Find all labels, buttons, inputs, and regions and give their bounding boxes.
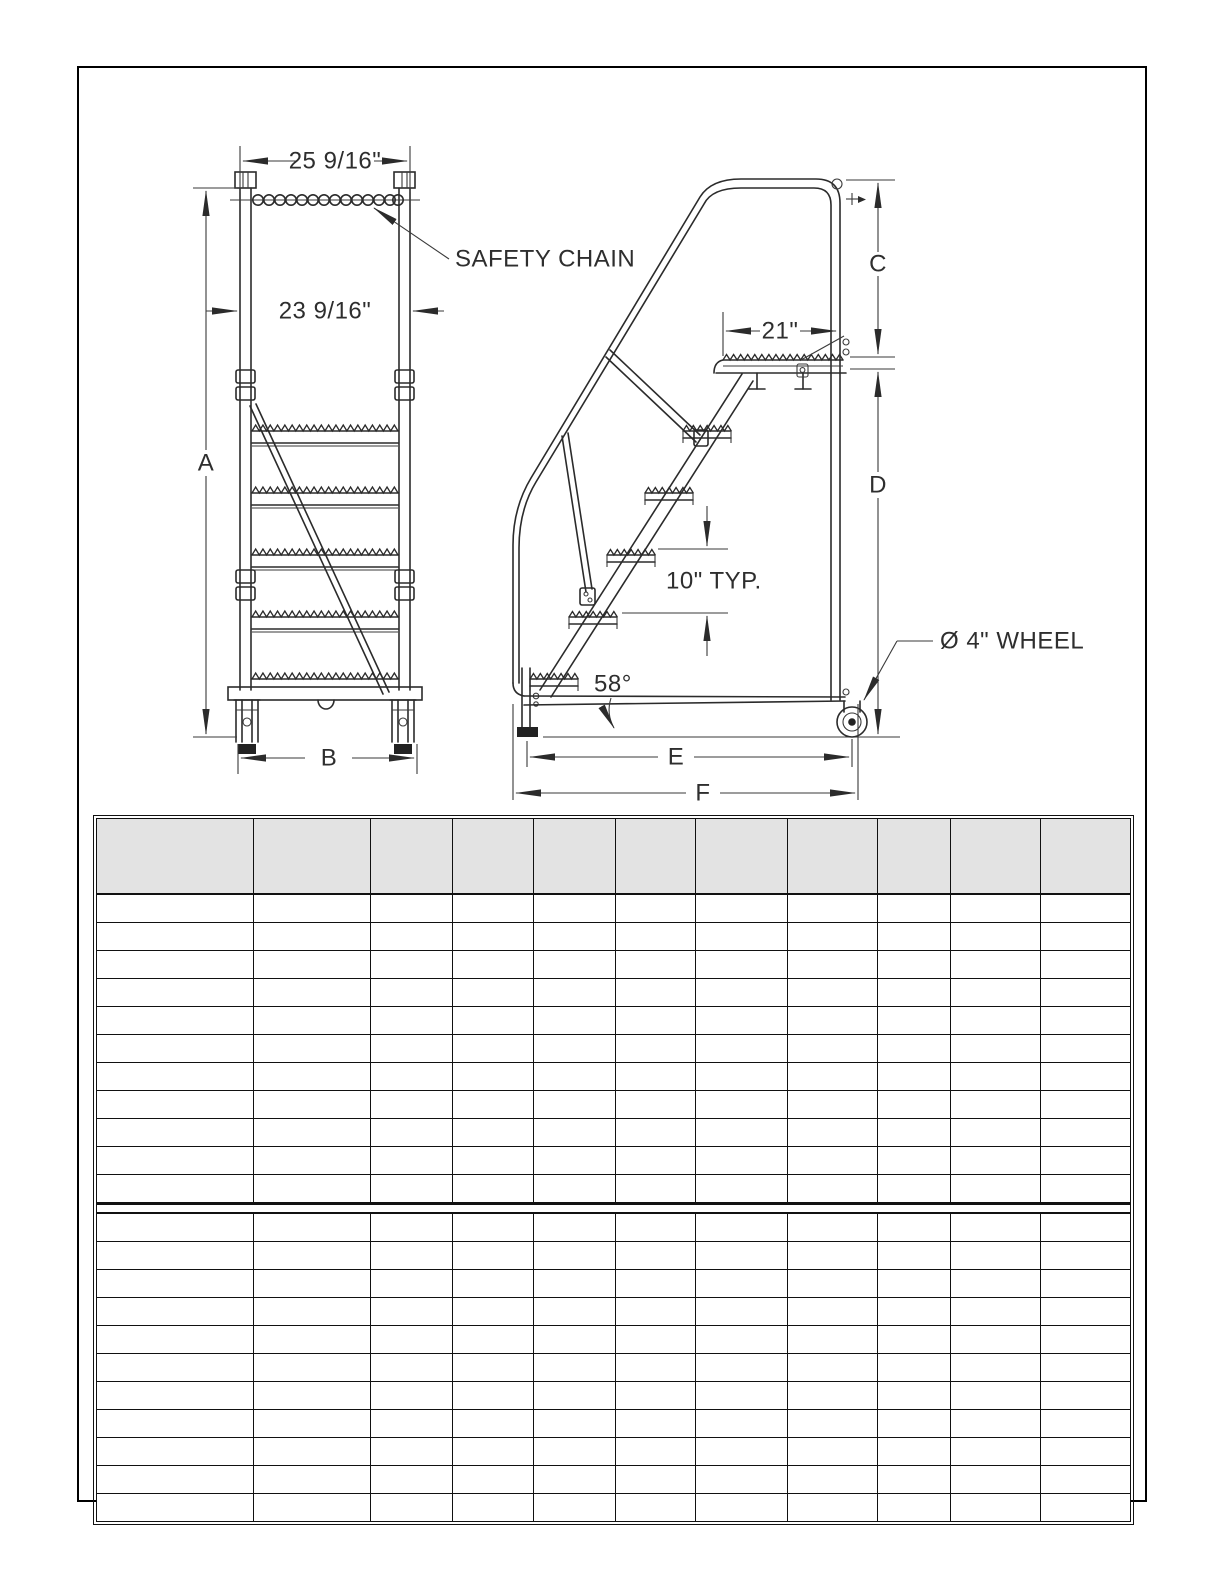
table-cell xyxy=(1041,1438,1130,1465)
table-cell xyxy=(1041,1119,1130,1146)
table-cell xyxy=(453,1326,534,1353)
table-cell xyxy=(453,1035,534,1062)
table-cell xyxy=(254,1382,371,1409)
table-cell xyxy=(878,1298,951,1325)
table-row xyxy=(97,1410,1130,1438)
table-cell xyxy=(616,1494,696,1521)
table-cell xyxy=(254,895,371,922)
dim-inner-width-label: 23 9/16" xyxy=(278,297,372,325)
table-cell xyxy=(254,1091,371,1118)
table-cell xyxy=(878,1214,951,1241)
table-cell xyxy=(97,1242,254,1269)
table-cell xyxy=(534,923,616,950)
dim-c-label: C xyxy=(869,250,887,278)
table-cell xyxy=(1041,1242,1130,1269)
table-cell xyxy=(696,1466,788,1493)
table-cell xyxy=(371,1354,453,1381)
table-cell xyxy=(616,1007,696,1034)
table-cell xyxy=(878,979,951,1006)
table-cell xyxy=(534,1466,616,1493)
table-cell xyxy=(453,951,534,978)
table-cell xyxy=(534,951,616,978)
table-cell xyxy=(616,1035,696,1062)
table-cell xyxy=(534,1410,616,1437)
table-cell xyxy=(254,923,371,950)
table-cell xyxy=(951,979,1041,1006)
table-cell xyxy=(371,951,453,978)
table-cell xyxy=(97,1354,254,1381)
table-cell xyxy=(878,1438,951,1465)
table-cell xyxy=(788,1035,878,1062)
table-cell xyxy=(254,1410,371,1437)
table-cell xyxy=(616,1354,696,1381)
table-cell xyxy=(97,1382,254,1409)
table-header-cell xyxy=(1041,819,1130,893)
table-cell xyxy=(788,1494,878,1521)
table-cell xyxy=(534,1354,616,1381)
table-cell xyxy=(878,1091,951,1118)
table-row xyxy=(97,1214,1130,1242)
table-cell xyxy=(371,1298,453,1325)
dim-b-label: B xyxy=(320,744,338,772)
table-cell xyxy=(696,1410,788,1437)
table-cell xyxy=(951,1298,1041,1325)
table-cell xyxy=(1041,1326,1130,1353)
table-header-cell xyxy=(254,819,371,893)
table-cell xyxy=(453,1214,534,1241)
table-cell xyxy=(878,1326,951,1353)
table-cell xyxy=(1041,1298,1130,1325)
table-cell xyxy=(534,1270,616,1297)
table-cell xyxy=(534,1007,616,1034)
dim-d-label: D xyxy=(869,471,887,499)
table-cell xyxy=(951,951,1041,978)
table-cell xyxy=(616,1298,696,1325)
table-cell xyxy=(534,1214,616,1241)
table-cell xyxy=(254,1438,371,1465)
table-cell xyxy=(788,895,878,922)
table-cell xyxy=(254,951,371,978)
table-cell xyxy=(371,1270,453,1297)
dim-step-spacing-label: 10" TYP. xyxy=(666,567,762,595)
table-cell xyxy=(616,1119,696,1146)
side-view-drawing xyxy=(513,179,1084,807)
table-cell xyxy=(878,1119,951,1146)
table-cell xyxy=(788,1007,878,1034)
table-cell xyxy=(97,1063,254,1090)
table-cell xyxy=(453,1091,534,1118)
table-cell xyxy=(696,1007,788,1034)
table-cell xyxy=(534,1326,616,1353)
table-cell xyxy=(534,979,616,1006)
table-row xyxy=(97,1147,1130,1175)
table-cell xyxy=(696,1063,788,1090)
table-cell xyxy=(951,1242,1041,1269)
table-cell xyxy=(696,1214,788,1241)
table-header-cell xyxy=(616,819,696,893)
table-row xyxy=(97,951,1130,979)
table-cell xyxy=(534,1494,616,1521)
rail-collars xyxy=(236,370,414,600)
table-cell xyxy=(1041,979,1130,1006)
table-cell xyxy=(788,1326,878,1353)
table-cell xyxy=(97,1494,254,1521)
table-cell xyxy=(371,979,453,1006)
dim-a-label: A xyxy=(197,449,215,477)
table-cell xyxy=(1041,951,1130,978)
table-header-cell xyxy=(453,819,534,893)
table-cell xyxy=(534,1147,616,1174)
slope-angle-label: 58° xyxy=(594,670,632,698)
table-cell xyxy=(534,1382,616,1409)
table-cell xyxy=(788,1466,878,1493)
table-cell xyxy=(371,1438,453,1465)
table-cell xyxy=(453,979,534,1006)
spec-table xyxy=(96,818,1131,1522)
table-header-cell xyxy=(696,819,788,893)
table-cell xyxy=(254,1326,371,1353)
table-cell xyxy=(254,1175,371,1202)
table-cell xyxy=(1041,895,1130,922)
table-header-row xyxy=(97,819,1130,895)
table-cell xyxy=(696,1438,788,1465)
table-row xyxy=(97,979,1130,1007)
table-cell xyxy=(616,1214,696,1241)
table-cell xyxy=(453,1119,534,1146)
table-cell xyxy=(878,1175,951,1202)
side-treads xyxy=(530,426,731,692)
table-cell xyxy=(371,923,453,950)
table-cell xyxy=(97,923,254,950)
table-cell xyxy=(616,1438,696,1465)
table-cell xyxy=(788,1354,878,1381)
table-cell xyxy=(696,1242,788,1269)
table-cell xyxy=(696,923,788,950)
table-cell xyxy=(788,1147,878,1174)
table-cell xyxy=(878,1270,951,1297)
table-cell xyxy=(616,1466,696,1493)
table-cell xyxy=(254,1242,371,1269)
table-cell xyxy=(97,1147,254,1174)
table-cell xyxy=(453,1494,534,1521)
table-row xyxy=(97,1091,1130,1119)
table-cell xyxy=(534,1119,616,1146)
table-row xyxy=(97,1270,1130,1298)
table-cell xyxy=(453,1175,534,1202)
table-cell xyxy=(616,951,696,978)
table-cell xyxy=(97,1410,254,1437)
safety-chain-graphic xyxy=(230,195,420,205)
table-cell xyxy=(254,1063,371,1090)
table-cell xyxy=(97,1298,254,1325)
table-cell xyxy=(97,979,254,1006)
table-cell xyxy=(254,1466,371,1493)
table-row xyxy=(97,1119,1130,1147)
table-cell xyxy=(1041,1035,1130,1062)
table-row xyxy=(97,1438,1130,1466)
table-cell xyxy=(951,1214,1041,1241)
table-cell xyxy=(696,1382,788,1409)
table-cell xyxy=(788,1410,878,1437)
front-steps xyxy=(252,425,398,687)
table-cell xyxy=(616,1147,696,1174)
table-cell xyxy=(788,1119,878,1146)
table-cell xyxy=(878,1035,951,1062)
table-cell xyxy=(97,1270,254,1297)
table-cell xyxy=(371,1214,453,1241)
table-cell xyxy=(696,1175,788,1202)
table-cell xyxy=(453,1438,534,1465)
table-cell xyxy=(453,1354,534,1381)
table-cell xyxy=(696,1119,788,1146)
table-cell xyxy=(1041,1214,1130,1241)
table-cell xyxy=(788,1438,878,1465)
table-cell xyxy=(453,1466,534,1493)
table-cell xyxy=(97,895,254,922)
table-cell xyxy=(696,895,788,922)
table-cell xyxy=(788,1270,878,1297)
table-cell xyxy=(453,1147,534,1174)
table-cell xyxy=(951,1147,1041,1174)
table-header-cell xyxy=(951,819,1041,893)
table-cell xyxy=(453,895,534,922)
table-cell xyxy=(1041,1466,1130,1493)
table-cell xyxy=(696,1494,788,1521)
table-cell xyxy=(254,1270,371,1297)
table-cell xyxy=(951,1438,1041,1465)
table-cell xyxy=(371,1007,453,1034)
table-cell xyxy=(951,1035,1041,1062)
table-header-cell xyxy=(788,819,878,893)
table-cell xyxy=(616,1382,696,1409)
table-cell xyxy=(951,895,1041,922)
table-cell xyxy=(371,1494,453,1521)
table-cell xyxy=(453,923,534,950)
table-cell xyxy=(371,1466,453,1493)
table-cell xyxy=(878,1494,951,1521)
table-cell xyxy=(696,1091,788,1118)
table-cell xyxy=(97,1007,254,1034)
table-cell xyxy=(1041,1007,1130,1034)
table-cell xyxy=(788,1242,878,1269)
caster-right xyxy=(390,700,416,754)
table-cell xyxy=(696,1035,788,1062)
dim-top-width-label: 25 9/16" xyxy=(288,147,382,175)
table-cell xyxy=(371,1035,453,1062)
table-cell xyxy=(788,979,878,1006)
table-cell xyxy=(97,1119,254,1146)
table-row xyxy=(97,1326,1130,1354)
table-cell xyxy=(951,1175,1041,1202)
table-header-cell xyxy=(878,819,951,893)
table-cell xyxy=(254,1035,371,1062)
table-cell xyxy=(951,1326,1041,1353)
table-cell xyxy=(616,979,696,1006)
table-cell xyxy=(951,1119,1041,1146)
table-cell xyxy=(616,1175,696,1202)
table-cell xyxy=(696,1147,788,1174)
table-cell xyxy=(534,1091,616,1118)
table-cell xyxy=(453,1382,534,1409)
table-cell xyxy=(788,1382,878,1409)
table-cell xyxy=(616,923,696,950)
table-cell xyxy=(1041,1382,1130,1409)
table-cell xyxy=(696,951,788,978)
table-cell xyxy=(534,1438,616,1465)
table-cell xyxy=(951,1270,1041,1297)
table-cell xyxy=(254,1119,371,1146)
table-cell xyxy=(371,1147,453,1174)
table-cell xyxy=(371,1326,453,1353)
table-cell xyxy=(371,1091,453,1118)
table-cell xyxy=(97,1175,254,1202)
table-cell xyxy=(616,1091,696,1118)
table-cell xyxy=(616,1242,696,1269)
table-cell xyxy=(616,1270,696,1297)
table-cell xyxy=(878,1410,951,1437)
table-row xyxy=(97,923,1130,951)
table-row xyxy=(97,895,1130,923)
dim-e-label: E xyxy=(667,743,685,771)
table-header-cell xyxy=(534,819,616,893)
table-cell xyxy=(254,1147,371,1174)
table-cell xyxy=(878,1354,951,1381)
table-cell xyxy=(97,1214,254,1241)
table-cell xyxy=(453,1410,534,1437)
table-cell xyxy=(453,1063,534,1090)
table-cell xyxy=(951,1382,1041,1409)
table-cell xyxy=(696,1270,788,1297)
table-cell xyxy=(878,1063,951,1090)
table-row xyxy=(97,1298,1130,1326)
table-cell xyxy=(878,1147,951,1174)
table-cell xyxy=(371,1382,453,1409)
table-cell xyxy=(371,1063,453,1090)
table-cell xyxy=(788,1214,878,1241)
table-cell xyxy=(1041,1175,1130,1202)
wheel-label: Ø 4" WHEEL xyxy=(940,627,1085,655)
table-cell xyxy=(254,1007,371,1034)
table-cell xyxy=(1041,1147,1130,1174)
table-cell xyxy=(878,951,951,978)
table-cell xyxy=(371,895,453,922)
table-row xyxy=(97,1007,1130,1035)
table-cell xyxy=(696,1298,788,1325)
table-cell xyxy=(878,1382,951,1409)
table-row xyxy=(97,1494,1130,1521)
table-cell xyxy=(1041,1410,1130,1437)
table-cell xyxy=(371,1119,453,1146)
table-cell xyxy=(371,1242,453,1269)
table-cell xyxy=(97,1091,254,1118)
table-cell xyxy=(1041,1091,1130,1118)
table-cell xyxy=(534,1035,616,1062)
table-cell xyxy=(453,1270,534,1297)
table-cell xyxy=(1041,1063,1130,1090)
table-cell xyxy=(616,895,696,922)
table-cell xyxy=(616,1410,696,1437)
table-cell xyxy=(616,1063,696,1090)
table-cell xyxy=(878,1242,951,1269)
table-cell xyxy=(788,1298,878,1325)
table-cell xyxy=(534,1242,616,1269)
table-cell xyxy=(97,951,254,978)
table-cell xyxy=(951,1007,1041,1034)
table-row xyxy=(97,1175,1130,1203)
table-cell xyxy=(1041,1354,1130,1381)
table-row xyxy=(97,1035,1130,1063)
table-cell xyxy=(254,979,371,1006)
dim-platform-depth-label: 21" xyxy=(761,317,799,345)
table-cell xyxy=(534,1175,616,1202)
table-cell xyxy=(951,1063,1041,1090)
table-cell xyxy=(951,1091,1041,1118)
table-row xyxy=(97,1242,1130,1270)
table-cell xyxy=(951,1466,1041,1493)
table-row xyxy=(97,1382,1130,1410)
table-cell xyxy=(371,1410,453,1437)
table-header-cell xyxy=(371,819,453,893)
table-cell xyxy=(254,1298,371,1325)
table-cell xyxy=(951,1494,1041,1521)
table-cell xyxy=(616,1326,696,1353)
table-cell xyxy=(951,923,1041,950)
table-row xyxy=(97,1354,1130,1382)
table-cell xyxy=(951,1354,1041,1381)
table-cell xyxy=(97,1326,254,1353)
table-cell xyxy=(453,1298,534,1325)
table-cell xyxy=(951,1410,1041,1437)
table-cell xyxy=(878,923,951,950)
table-cell xyxy=(788,1091,878,1118)
table-section-divider xyxy=(97,1203,1130,1214)
table-cell xyxy=(254,1354,371,1381)
table-cell xyxy=(254,1494,371,1521)
table-cell xyxy=(878,895,951,922)
table-row xyxy=(97,1466,1130,1494)
table-cell xyxy=(254,1214,371,1241)
table-cell xyxy=(534,1063,616,1090)
table-cell xyxy=(696,1354,788,1381)
table-cell xyxy=(788,1063,878,1090)
table-cell xyxy=(1041,1494,1130,1521)
table-cell xyxy=(696,979,788,1006)
table-header-cell xyxy=(97,819,254,893)
table-cell xyxy=(788,923,878,950)
table-cell xyxy=(97,1035,254,1062)
table-cell xyxy=(1041,1270,1130,1297)
table-row xyxy=(97,1063,1130,1091)
table-cell xyxy=(878,1466,951,1493)
table-cell xyxy=(788,1175,878,1202)
table-cell xyxy=(1041,923,1130,950)
safety-chain-label: SAFETY CHAIN xyxy=(455,245,636,273)
table-cell xyxy=(534,895,616,922)
table-cell xyxy=(97,1438,254,1465)
table-cell xyxy=(97,1466,254,1493)
table-cell xyxy=(453,1007,534,1034)
table-cell xyxy=(696,1326,788,1353)
table-cell xyxy=(878,1007,951,1034)
dim-f-label: F xyxy=(695,779,711,807)
table-cell xyxy=(534,1298,616,1325)
table-cell xyxy=(788,951,878,978)
table-cell xyxy=(371,1175,453,1202)
table-cell xyxy=(453,1242,534,1269)
